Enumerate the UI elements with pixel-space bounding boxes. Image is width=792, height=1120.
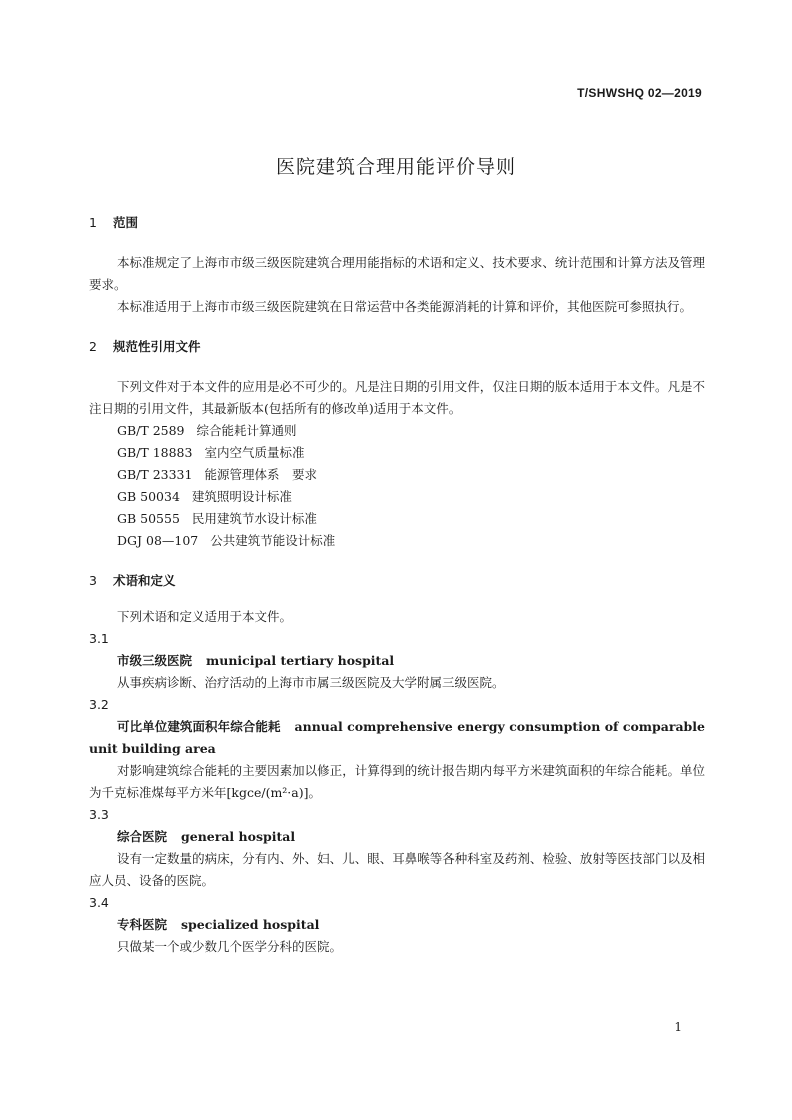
references-intro: 下列文件对于本文件的应用是必不可少的。凡是注日期的引用文件，仅注日期的版本适用于本文件。凡是不注日期的引用文件，其最新版本(包括所有的修改单)适用于本文件。 — [89, 379, 705, 416]
term-definition: 从事疾病诊断、治疗活动的上海市市属三级医院及大学附属三级医院。 — [117, 675, 505, 690]
reference-item: GB/T 2589 综合能耗计算通则 — [117, 423, 297, 438]
reference-item: GB 50555 民用建筑节水设计标准 — [117, 511, 317, 526]
term-number: 3.3 — [89, 807, 109, 822]
standard-code: T/SHWSHQ 02—2019 — [577, 86, 702, 100]
scope-paragraph-1: 本标准规定了上海市市级三级医院建筑合理用能指标的术语和定义、技术要求、统计范围和计算方法及管理要求。 — [89, 255, 705, 292]
term-heading: 综合医院 general hospital — [117, 829, 296, 844]
section-number: 2 — [89, 339, 97, 354]
terms-intro: 下列术语和定义适用于本文件。 — [117, 609, 293, 624]
reference-item: GB/T 18883 室内空气质量标准 — [117, 445, 305, 460]
term-heading: 专科医院 specialized hospital — [117, 917, 320, 932]
reference-item: GB/T 23331 能源管理体系 要求 — [117, 467, 317, 482]
section-number: 1 — [89, 215, 97, 230]
term-definition: 对影响建筑综合能耗的主要因素加以修正，计算得到的统计报告期内每平方米建筑面积的年综合能耗。单位为千克标准煤每平方米年[kgce/(m²·a)]。 — [89, 763, 705, 800]
term-heading: 市级三级医院 municipal tertiary hospital — [117, 653, 395, 668]
section-number: 3 — [89, 573, 97, 588]
scope-paragraph-2: 本标准适用于上海市市级三级医院建筑在日常运营中各类能源消耗的计算和评价，其他医院可参照执行。 — [117, 299, 693, 314]
section-heading-scope — [89, 212, 705, 234]
reference-item: DGJ 08—107 公共建筑节能设计标准 — [117, 533, 336, 548]
term-number: 3.4 — [89, 895, 109, 910]
section-title: 规范性引用文件 — [113, 339, 201, 354]
section-title: 范围 — [113, 215, 139, 230]
section-heading-normative-references — [89, 336, 705, 358]
term-number: 3.2 — [89, 697, 109, 712]
term-heading: 可比单位建筑面积年综合能耗 annual comprehensive energy consumption of comparable unit building area — [89, 719, 705, 756]
page-number: 1 — [674, 1020, 682, 1034]
reference-item: GB 50034 建筑照明设计标准 — [117, 489, 292, 504]
document-body — [89, 212, 705, 958]
term-number: 3.1 — [89, 631, 109, 646]
section-title: 术语和定义 — [113, 573, 176, 588]
term-definition: 设有一定数量的病床，分有内、外、妇、儿、眼、耳鼻喉等各种科室及药剂、检验、放射等医技部门以及相应人员、设备的医院。 — [89, 851, 705, 888]
term-definition: 只做某一个或少数几个医学分科的医院。 — [117, 939, 343, 954]
document-title: 医院建筑合理用能评价导则 — [275, 156, 516, 178]
section-heading-terms — [89, 570, 705, 592]
